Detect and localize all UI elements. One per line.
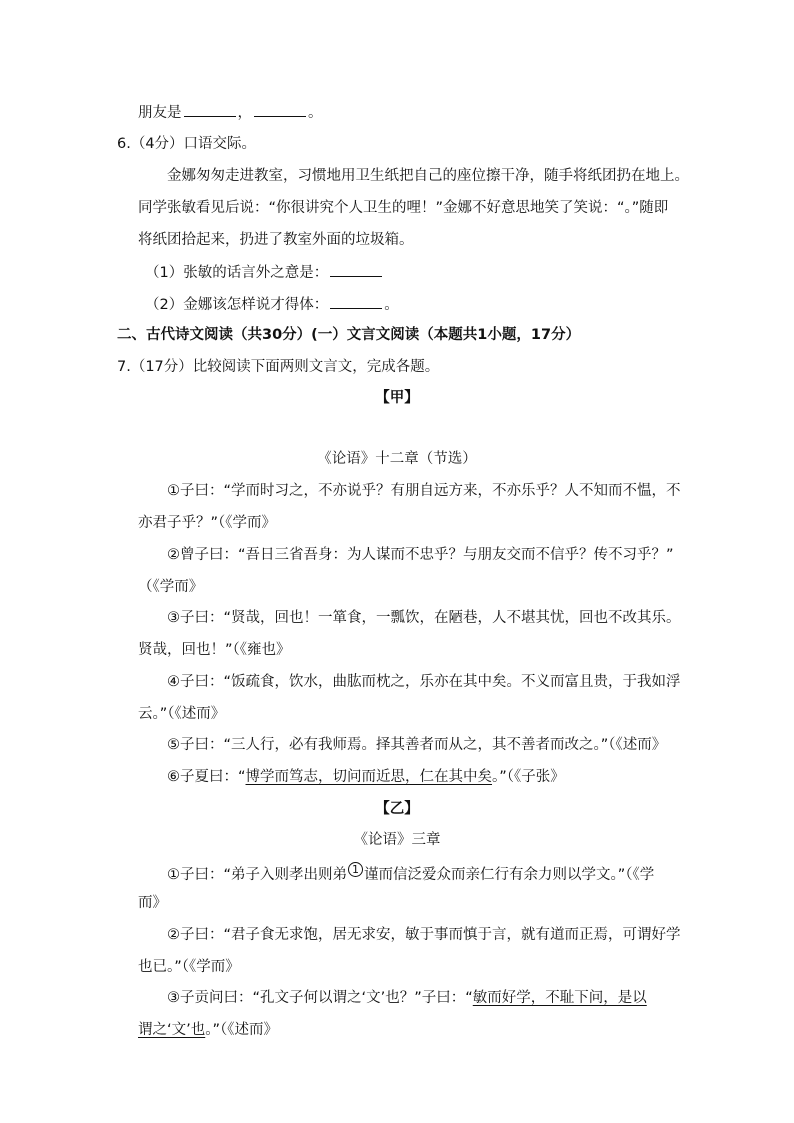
answer-blank[interactable] (330, 294, 382, 309)
text-segment: 谨而信泛爱众而亲仁行有余力则以学文。”（《学 (364, 866, 655, 883)
jia-item-3-line-1: ③子曰：“贤哉，回也！一箪食，一瓢饮，在陋巷，人不堪其忧，回也不改其乐。 (167, 610, 681, 626)
yi-item-1-line-1 (167, 862, 654, 885)
answer-blank[interactable] (254, 102, 306, 117)
jia-item-4-line-2: 云。”（《述而》 (138, 706, 226, 722)
quote-close: 。”（《述而》 (205, 1022, 278, 1038)
q5-tail-text: 朋友是 (138, 105, 182, 121)
q6-header: 6.（4分）口语交际。 (117, 136, 257, 152)
section-2-title: 二、古代诗文阅读（共30分）(一）文言文阅读（本题共1小题，17分） (117, 327, 581, 343)
sub-question-label: （1）张敏的话言外之意是： (145, 265, 329, 281)
jia-item-3-line-2: 贤哉，回也！”（《雍也》 (138, 642, 291, 658)
underlined-sentence: 敏而好学，不耻下问，是以 (472, 990, 647, 1006)
jia-item-1-line-2: 亦君子乎？”（《学而》 (138, 515, 277, 531)
text-segment: ③子贡问曰：“孔文子何以谓之‘文’也？”子曰：“ (167, 990, 473, 1006)
jia-item-6 (167, 767, 565, 787)
yi-item-1-line-2: 而》 (138, 895, 167, 911)
yi-label: 【乙】 (375, 801, 419, 817)
q6-sub-question-2 (145, 294, 399, 315)
jia-title: 《论语》十二章（节选） (317, 451, 477, 467)
q7-header: 7.（17分）比较阅读下面两则文言文，完成各题。 (117, 359, 440, 375)
line-end: 。 (384, 297, 399, 313)
answer-blank[interactable] (184, 102, 236, 117)
yi-item-3-line-2 (138, 1020, 278, 1040)
yi-title: 《论语》三章 (353, 832, 441, 848)
jia-item-4-line-1: ④子曰：“饭疏食，饮水，曲肱而枕之，乐亦在其中矣。不义而富且贵，于我如浮 (167, 674, 681, 690)
q6-sub-question-1 (145, 262, 384, 283)
yi-item-3-line-1 (167, 988, 647, 1008)
jia-item-2-line-2: （《学而》 (138, 579, 204, 595)
sub-question-label: （2）金娜该怎样说才得体： (145, 297, 329, 313)
line-end: 。 (308, 105, 323, 121)
jia-item-1-line-1: ①子曰：“学而时习之，不亦说乎？有朋自远方来，不亦乐乎？人不知而不愠，不 (167, 483, 681, 499)
quote-open: ⑥子夏曰：“ (167, 769, 246, 785)
answer-blank[interactable] (330, 262, 382, 277)
underlined-sentence: 谓之‘文’也 (138, 1022, 206, 1038)
quote-close: 。”（《子张》 (492, 769, 565, 785)
q6-paragraph-2: 同学张敏看见后说：“你很讲究个人卫生的哩！”金娜不好意思地笑了笑说：“。”随即 (138, 200, 669, 216)
yi-item-2-line-2: 也已。”（《学而》 (138, 959, 240, 975)
jia-item-5: ⑤子曰：“三人行，必有我师焉。择其善者而从之，其不善者而改之。”（《述而》 (167, 737, 667, 753)
underlined-sentence: 博学而笃志，切问而近思，仁在其中矣 (245, 769, 493, 785)
q6-paragraph-3: 将纸团拾起来，扔进了教室外面的垃圾箱。 (138, 232, 414, 248)
jia-item-2-line-1: ②曾子曰：“吾日三省吾身：为人谋而不忠乎？与朋友交而不信乎？传不习乎？” (167, 547, 674, 563)
q5-tail-line (138, 102, 323, 123)
footnote-marker: 1 (348, 862, 363, 877)
q6-paragraph-1: 金娜匆匆走进教室，习惯地用卫生纸把自己的座位擦干净，随手将纸团扔在地上。 (167, 168, 689, 184)
text-segment: ①子曰：“弟子入则孝出则弟 (167, 866, 348, 883)
separator: ， (237, 105, 252, 121)
yi-item-2-line-1: ②子曰：“君子食无求饱，居无求安，敏于事而慎于言，就有道而正焉，可谓好学 (167, 927, 681, 943)
jia-label: 【甲】 (375, 390, 419, 406)
